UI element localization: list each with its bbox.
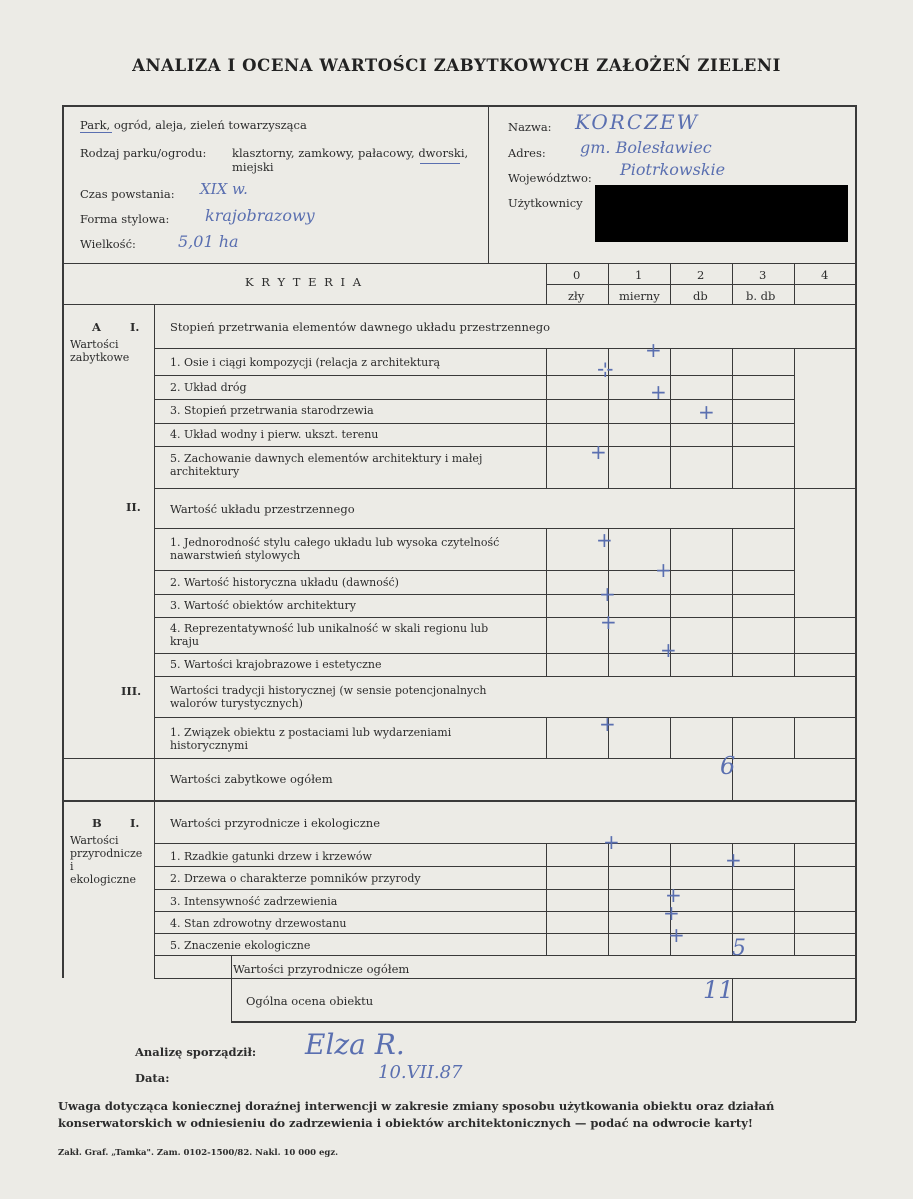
row-line (154, 843, 856, 844)
data-label: Data: (135, 1071, 170, 1085)
wojewodztwo-label: Województwo: (508, 171, 592, 185)
overall-value: 11 (703, 976, 734, 1004)
overall-bottom (231, 1021, 856, 1023)
wielkosc-label: Wielkość: (80, 237, 136, 251)
score-mark: + (603, 830, 620, 854)
kryteria-bottom (62, 304, 856, 305)
section-a-group-1-roman: I. (130, 320, 140, 334)
redaction-box (595, 185, 848, 242)
criterion-a1-2: 2. Układ dróg (170, 381, 247, 394)
row-line (154, 978, 856, 979)
score-0-label: zły (568, 289, 585, 303)
section-a-total-label: Wartości zabytkowe ogółem (170, 772, 333, 786)
score-3-label: b. db (746, 289, 776, 303)
criterion-a2-3: 3. Wartość obiektów architektury (170, 599, 356, 612)
header-bottom (62, 263, 856, 264)
score-mark: + (650, 380, 667, 404)
park-underline (80, 132, 112, 133)
row-line (154, 933, 856, 934)
adres-value: gm. Bolesławiec (580, 138, 712, 157)
score-mark: + (660, 638, 677, 662)
section-a-bottom (62, 800, 856, 802)
score-mark: + (645, 338, 662, 362)
grid-col (794, 717, 795, 758)
frame-right (855, 105, 857, 829)
criterion-a3-1: 1. Związek obiektu z postaciami lub wydarzeniami historycznymi (170, 726, 452, 752)
section-a-group-3-roman: III. (121, 684, 142, 698)
dworski-underline (420, 163, 460, 164)
criterion-a1-1: 1. Osie i ciągi kompozycji (relacja z architekturą (170, 356, 441, 369)
section-a-name: Wartości zabytkowe (70, 338, 130, 364)
uzytkownicy-label: Użytkownicy (508, 196, 583, 210)
forma-label: Forma stylowa: (80, 212, 170, 226)
frame-left (62, 105, 64, 829)
row-line (154, 717, 856, 718)
wielkosc-value: 5,01 ha (178, 232, 239, 251)
score-mark: + (600, 610, 617, 634)
overall-label: Ogólna ocena obiektu (246, 994, 374, 1008)
score-1-number: 1 (635, 268, 643, 282)
score-mark: + (698, 400, 715, 424)
criterion-b1-5: 5. Znaczenie ekologiczne (170, 939, 311, 952)
row-line (154, 866, 856, 867)
criterion-a2-1: 1. Jednorodność stylu całego układu lub wysoka czytelność nawarstwień stylowych (170, 536, 500, 562)
analiza-signature: Elza R. (305, 1028, 405, 1061)
analiza-label: Analizę sporządził: (135, 1045, 257, 1059)
section-b-name: Wartości przyrodnicze i ekologiczne (70, 834, 143, 886)
data-value: 10.VII.87 (378, 1062, 463, 1083)
row-line (154, 375, 794, 376)
section-a-total-value: 6 (720, 752, 736, 780)
score-mark: + (655, 558, 672, 582)
score-2-label: db (693, 289, 708, 303)
grid-col (732, 528, 733, 676)
score-2-number: 2 (697, 268, 705, 282)
frame-top (62, 105, 856, 107)
section-b-total-label: Wartości przyrodnicze ogółem (233, 962, 410, 976)
score-mark: + (599, 582, 616, 606)
score-mark: + (596, 528, 613, 552)
group-b1-title: Wartości przyrodnicze i ekologiczne (170, 816, 381, 830)
grid-col (608, 843, 609, 955)
row-line (154, 528, 794, 529)
rodzaj-options-cont: miejski (232, 160, 274, 174)
row-line (154, 446, 794, 447)
grid-col (794, 843, 795, 955)
nazwa-value: KORCZEW (575, 110, 700, 134)
score-mark: + (599, 712, 616, 736)
score-mark: + (668, 923, 685, 947)
overall-left (231, 955, 232, 1021)
section-b-group-1-roman: I. (130, 816, 140, 830)
frame-right-lower (855, 829, 857, 1021)
uwaga-note: Uwaga dotycząca koniecznej doraźnej interwencji w zakresie zmiany sposobu użytkowania obiektu oraz działań konserwatorskich w odniesieniu do zadrzewienia i obiektów architektonicznych — podać na odwrocie karty! (58, 1099, 775, 1130)
forma-value: krajobrazowy (205, 206, 315, 225)
section-b-letter: B (92, 816, 102, 830)
section-a-left-col (154, 304, 155, 800)
score-col-1-left (608, 263, 609, 305)
criterion-a2-2: 2. Wartość historyczna układu (dawność) (170, 576, 399, 589)
grid-col (546, 717, 547, 758)
printer-info: Zakł. Graf. „Tamka". Zam. 0102-1500/82. Nakl. 10 000 egz. (58, 1148, 339, 1158)
grid-col (546, 348, 547, 488)
row-line (154, 676, 856, 677)
score-3-number: 3 (759, 268, 767, 282)
park-type-line: Park, ogród, aleja, zieleń towarzysząca (80, 118, 307, 132)
section-a-group-2-roman: II. (126, 500, 141, 514)
row-line (154, 348, 856, 349)
score-col-2-left (670, 263, 671, 305)
row-line (154, 955, 856, 956)
criterion-b1-2: 2. Drzewa o charakterze pomników przyrody (170, 872, 421, 885)
header-divider (488, 105, 489, 263)
score-col-4-left (794, 263, 795, 305)
row-line (154, 488, 856, 489)
criterion-a1-3: 3. Stopień przetrwania starodrzewia (170, 404, 374, 417)
score-0-number: 0 (573, 268, 581, 282)
criterion-a1-4: 4. Układ wodny i pierw. ukszt. terenu (170, 428, 379, 441)
row-line (154, 889, 794, 890)
row-line (154, 911, 856, 912)
criterion-b1-4: 4. Stan zdrowotny drzewostanu (170, 917, 347, 930)
czas-value: XIX w. (200, 180, 248, 198)
wojewodztwo-value: Piotrkowskie (620, 160, 726, 179)
grid-col (546, 843, 547, 955)
row-line (154, 653, 856, 654)
grid-col (546, 528, 547, 676)
rodzaj-options: klasztorny, zamkowy, pałacowy, dworski, (232, 146, 469, 160)
row-line (154, 594, 794, 595)
frame-left-lower (62, 800, 64, 978)
criterion-a2-5: 5. Wartości krajobrazowe i estetyczne (170, 658, 382, 671)
criterion-a2-4: 4. Reprezentatywność lub unikalność w skali regionu lub kraju (170, 622, 489, 648)
section-a-letter: A (92, 320, 101, 334)
group-a3-title: Wartości tradycji historycznej (w sensie potencjonalnych walorów turystycznych) (170, 684, 487, 710)
score-mark: + (590, 440, 607, 464)
score-col-3-left (732, 263, 733, 305)
kryteria-mid-line (546, 284, 856, 285)
score-1-label: mierny (619, 289, 660, 303)
criterion-b1-3: 3. Intensywność zadrzewienia (170, 895, 338, 908)
score-4-number: 4 (821, 268, 829, 282)
grid-col (670, 717, 671, 758)
row-line (154, 617, 856, 618)
section-b-total-value: 5 (732, 936, 746, 961)
grid-col (732, 348, 733, 488)
criterion-b1-1: 1. Rzadkie gatunki drzew i krzewów (170, 850, 372, 863)
czas-label: Czas powstania: (80, 187, 175, 201)
adres-label: Adres: (508, 146, 546, 160)
row-line (154, 570, 794, 571)
grid-col (794, 488, 795, 676)
score-mark: + (663, 901, 680, 925)
grid-col (670, 348, 671, 488)
nazwa-label: Nazwa: (508, 120, 552, 134)
score-col-0-left (546, 263, 547, 305)
row-line (62, 758, 856, 759)
kryteria-label: K R Y T E R I A (245, 275, 364, 289)
score-mark: + (725, 848, 742, 872)
group-a2-title: Wartość układu przestrzennego (170, 502, 355, 516)
page-title: ANALIZA I OCENA WARTOŚCI ZABYTKOWYCH ZAŁOŻEŃ ZIELENI (132, 56, 781, 75)
group-a1-title: Stopień przetrwania elementów dawnego układu przestrzennego (170, 320, 551, 334)
score-mark: ⊹ (597, 357, 614, 381)
score-mark: + (665, 883, 682, 907)
rodzaj-label: Rodzaj parku/ogrodu: (80, 146, 207, 160)
grid-col (794, 348, 795, 488)
criterion-a1-5: 5. Zachowanie dawnych elementów architektury i małej architektury (170, 452, 483, 478)
